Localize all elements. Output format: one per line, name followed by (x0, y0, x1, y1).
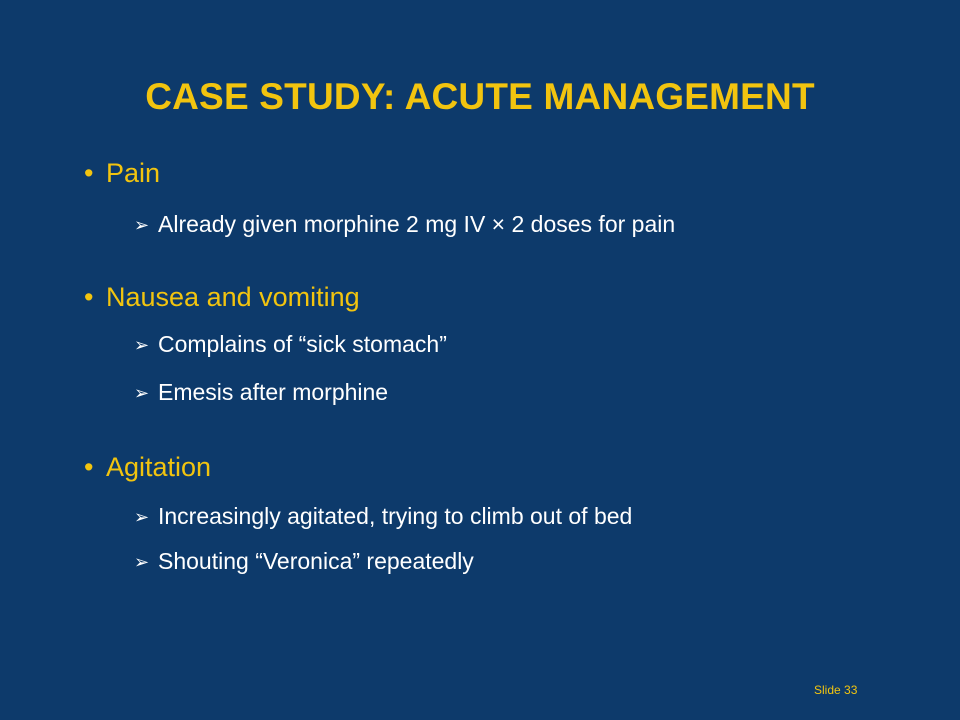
bullet-dot-icon: • (84, 282, 94, 312)
sub-bullet (134, 330, 447, 359)
bullet-heading: Nausea and vomiting (106, 282, 360, 312)
sub-bullet-text: Increasingly agitated, trying to climb out of bed (158, 503, 633, 529)
sub-bullet (134, 547, 474, 576)
slide-title: CASE STUDY: ACUTE MANAGEMENT (145, 76, 815, 117)
bullet-heading: Agitation (106, 452, 212, 482)
bullet-nausea-vomiting (84, 281, 360, 313)
arrow-bullet-icon: ➢ (134, 507, 150, 527)
sub-bullet-text: Already given morphine 2 mg IV × 2 doses for pain (158, 211, 676, 237)
bullet-heading: Pain (106, 158, 161, 188)
sub-bullet-text: Complains of “sick stomach” (158, 331, 447, 357)
arrow-bullet-icon: ➢ (134, 215, 150, 235)
bullet-agitation (84, 451, 211, 483)
sub-bullet-text: Shouting “Veronica” repeatedly (158, 548, 474, 574)
bullet-dot-icon: • (84, 158, 94, 188)
sub-bullet (134, 210, 675, 239)
arrow-bullet-icon: ➢ (134, 383, 150, 403)
slide-number: Slide 33 (814, 683, 858, 697)
sub-bullet (134, 378, 388, 407)
arrow-bullet-icon: ➢ (134, 552, 150, 572)
arrow-bullet-icon: ➢ (134, 335, 150, 355)
bullet-dot-icon: • (84, 452, 94, 482)
bullet-pain (84, 157, 160, 189)
sub-bullet-text: Emesis after morphine (158, 379, 389, 405)
sub-bullet (134, 502, 632, 531)
